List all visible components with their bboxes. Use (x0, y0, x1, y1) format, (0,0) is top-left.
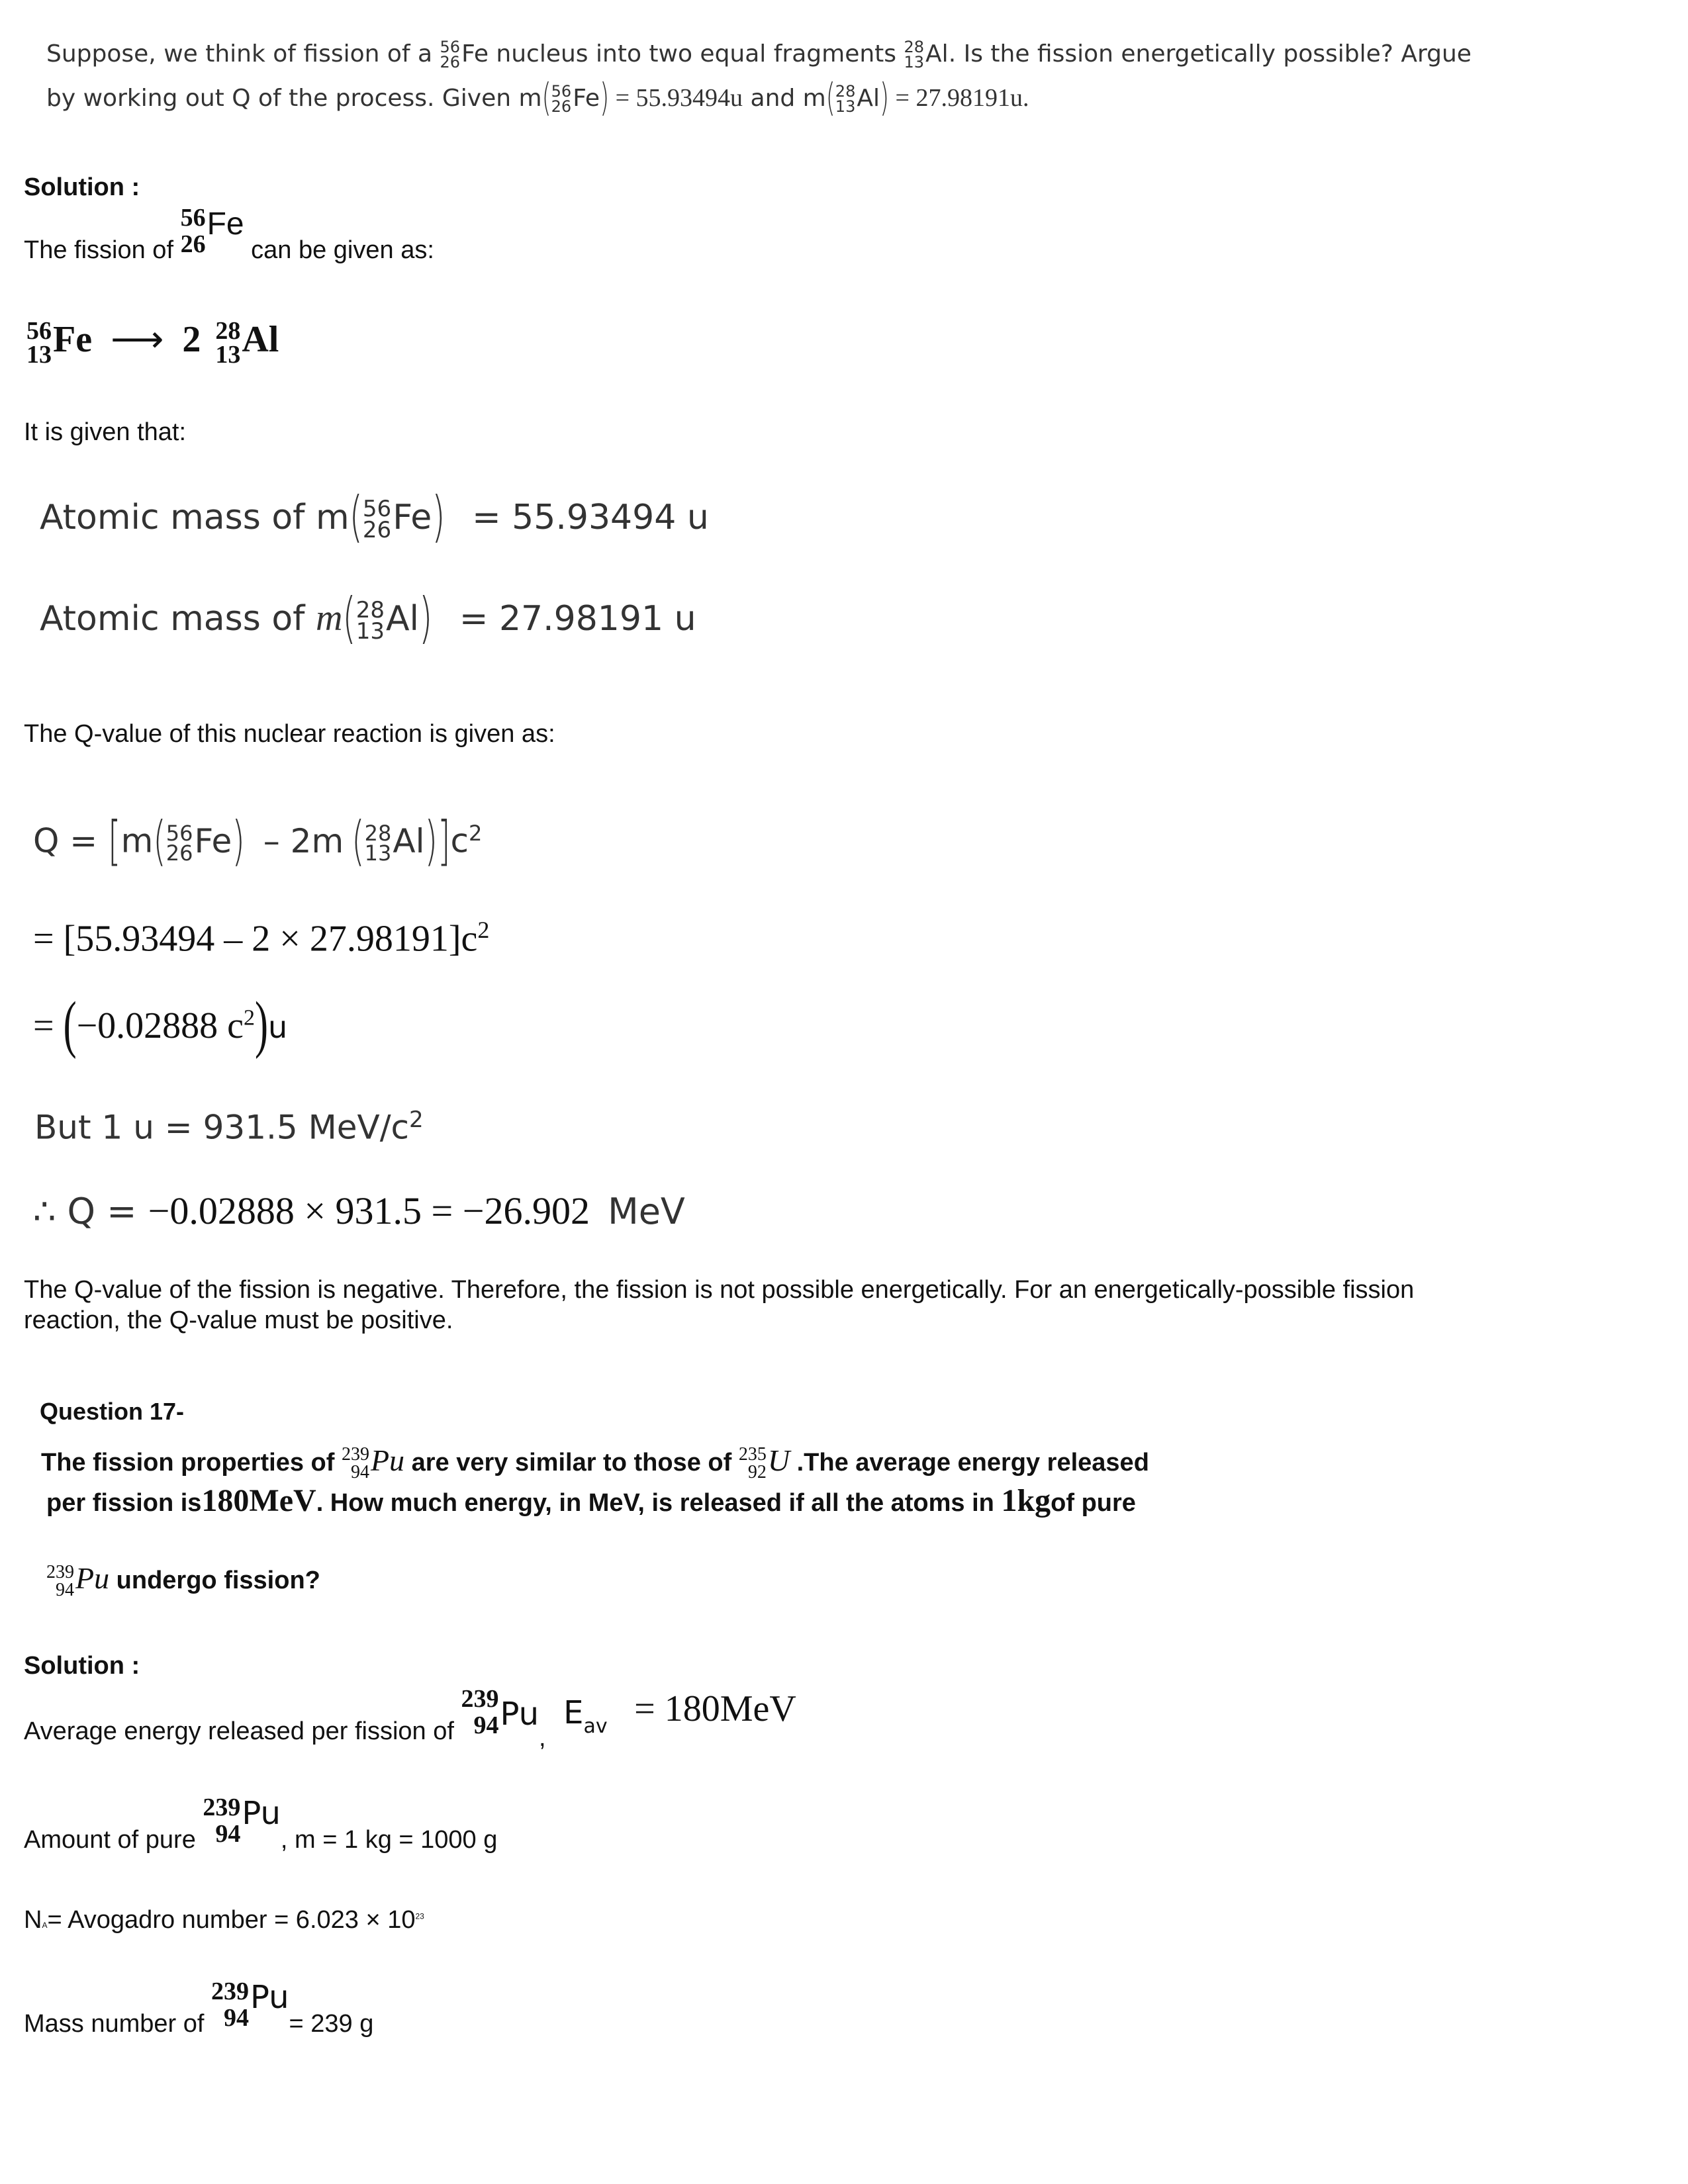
exponent: 2 (244, 1005, 256, 1030)
fe-isotope (166, 822, 232, 864)
question-title: Question 17- (40, 1398, 185, 1425)
eav-symbol: E (563, 1694, 584, 1731)
fe-isotope (551, 84, 600, 114)
fe-mass-value: = 55.93494u (609, 84, 743, 112)
mass-fe-row (40, 486, 709, 549)
question-text: are very similar to those of (404, 1449, 739, 1477)
conversion-line (34, 1107, 424, 1147)
paren: ) (232, 810, 245, 872)
unit: MeV (596, 1191, 685, 1232)
mass-number: 56 (440, 38, 461, 56)
pu-isotope (46, 1561, 109, 1600)
element-symbol: Pu (500, 1695, 539, 1733)
element-symbol: Fe (573, 85, 600, 112)
mass-number: 28 (835, 82, 856, 101)
mass-number: 239 (203, 1794, 241, 1822)
element-symbol: Fe (393, 498, 432, 537)
al-isotope (215, 318, 279, 367)
element-symbol: Al (242, 319, 279, 360)
atomic-number: 94 (350, 1461, 369, 1482)
paren: ) (424, 810, 438, 872)
q-equation-line-1 (33, 810, 483, 872)
paren: ) (879, 76, 890, 120)
element-symbol: Fe (194, 821, 232, 860)
fe-isotope (362, 495, 432, 543)
amount-text: Amount of pure (24, 1826, 203, 1854)
problem-text: . Is the fission energetically possible? Argue (948, 40, 1472, 68)
exponent: 2 (409, 1107, 424, 1133)
al-isotope (904, 40, 949, 70)
intro-text: The fission of (24, 236, 181, 264)
atomic-number: 26 (165, 841, 193, 866)
solution-heading: Solution : (24, 173, 140, 201)
q-symbol: Q = (33, 821, 109, 860)
atomic-number: 13 (26, 341, 52, 369)
avogadro-line (24, 1906, 424, 1934)
atomic-number: 94 (224, 2003, 249, 2032)
atomic-number: 13 (364, 841, 392, 866)
mass-number: 239 (461, 1685, 499, 1713)
energy-value: 180MeV (201, 1483, 316, 1518)
element-symbol: Al (385, 599, 420, 639)
element-symbol: Pu (75, 1561, 110, 1595)
paren: ( (153, 810, 166, 872)
paren: ) (600, 76, 610, 120)
q-expression: = [55.93494 – 2 × 27.98191]c (33, 918, 478, 960)
problem-text: Suppose, we think of fission of a (46, 40, 440, 68)
exponent: 2 (469, 821, 483, 846)
atomic-number: 26 (180, 230, 206, 258)
conclusion-line-1: The Q-value of the fission is negative. Therefore, the fission is not possible energetically. For an energetically-possible fission (24, 1276, 1415, 1304)
al-isotope (355, 596, 420, 645)
mass-number-value: = 239 g (289, 2010, 374, 2038)
mass-number: 239 (341, 1444, 369, 1465)
paren: ( (352, 810, 365, 872)
pu-isotope (203, 1795, 281, 1848)
atomic-number: 92 (747, 1461, 767, 1482)
q-intro: The Q-value of this nuclear reaction is given as: (24, 720, 555, 748)
paren: ( (342, 587, 356, 651)
paren: ) (255, 989, 268, 1060)
al-isotope (365, 822, 425, 864)
question-text: of pure (1051, 1489, 1136, 1517)
mass-number: 235 (738, 1444, 767, 1465)
mass-number: 56 (362, 495, 392, 522)
average-energy-line (24, 1686, 796, 1752)
conclusion-line-2: reaction, the Q-value must be positive. (24, 1306, 453, 1334)
mass-number: 28 (904, 38, 925, 56)
fission-reaction (26, 318, 279, 367)
eav-subscript: av (583, 1714, 608, 1738)
mass-number: 56 (180, 204, 206, 232)
u-isotope (739, 1443, 790, 1482)
atomic-number: 26 (362, 517, 392, 543)
na-symbol: N (24, 1906, 42, 1934)
q-equation-line-3 (33, 989, 288, 1060)
mass-symbol: m (120, 821, 154, 860)
mass-symbol: m (315, 598, 343, 639)
element-symbol: Al (857, 85, 880, 112)
atomic-number: 13 (835, 97, 856, 116)
problem-line-2 (46, 76, 1029, 120)
mass-number: 56 (165, 820, 193, 846)
average-energy-text: Average energy released per fission of (24, 1717, 461, 1745)
mass-number: 239 (46, 1562, 74, 1583)
paren: ) (432, 486, 445, 549)
problem-text: by working out Q of the process. Given m (46, 85, 542, 112)
element-symbol: Fe (461, 40, 489, 68)
mass-number: 56 (26, 317, 52, 345)
atomic-number: 13 (904, 52, 925, 71)
q-final (33, 1189, 685, 1233)
mass-number: 56 (551, 82, 572, 101)
element-symbol: Pu (370, 1443, 405, 1477)
question-text: .The average energy released (790, 1449, 1149, 1477)
amount-line (24, 1795, 497, 1854)
element-symbol: Al (925, 40, 949, 68)
mass-number-line (24, 1979, 373, 2038)
question-line-3 (46, 1561, 320, 1600)
atomic-number: 94 (56, 1579, 74, 1600)
mass-value: = 27.98191 u (459, 599, 696, 639)
mass-number-text: Mass number of (24, 2010, 211, 2038)
element-symbol: Fe (53, 319, 93, 360)
pu-isotope (461, 1686, 539, 1739)
atomic-number: 13 (355, 618, 385, 645)
mass-number: 28 (215, 317, 241, 345)
mass-number: 239 (211, 1978, 249, 2006)
bracket: [ (108, 810, 121, 872)
exponent: 2 (477, 917, 490, 943)
mass-value: 1kg (1001, 1483, 1051, 1518)
therefore-q: ∴ Q = (33, 1191, 148, 1232)
mass-label: Atomic mass of m (40, 498, 350, 537)
problem-text: nucleus into two equal fragments (488, 40, 904, 68)
problem-text: and m (743, 85, 826, 112)
arrow: ⟶ (111, 319, 164, 360)
given-intro: It is given that: (24, 418, 187, 446)
element-symbol: Pu (242, 1795, 281, 1832)
atomic-number: 26 (440, 52, 461, 71)
question-text: . How much energy, in MeV, is released if all the atoms in (316, 1489, 1002, 1517)
avogadro-value: = Avogadro number = 6.023 × 10 (47, 1906, 416, 1934)
conclusion-text (24, 1275, 1414, 1336)
q-value-u: −0.02888 c (76, 1005, 244, 1046)
solution-heading: Solution : (24, 1652, 140, 1680)
element-symbol: U (767, 1443, 790, 1477)
element-symbol: Pu (250, 1979, 289, 2016)
paren: ( (63, 989, 77, 1060)
question-text: undergo fission? (109, 1567, 320, 1594)
comma: , (539, 1723, 546, 1752)
coefficient: 2 (182, 319, 201, 360)
paren: ( (541, 76, 551, 120)
atomic-number: 26 (551, 97, 572, 116)
question-text: The fission properties of (41, 1449, 342, 1477)
question-line-1 (41, 1443, 1149, 1482)
fe-isotope (181, 205, 244, 258)
question-text: per fission is (46, 1489, 202, 1517)
question-line-2 (46, 1482, 1136, 1519)
exponent: 23 (415, 1911, 424, 1921)
atomic-number: 94 (215, 1819, 241, 1848)
pu-isotope (211, 1979, 289, 2032)
equals: = (33, 1005, 64, 1046)
atomic-number: 13 (215, 341, 241, 369)
minus-term: – 2m (263, 821, 344, 860)
atomic-number: 94 (473, 1711, 499, 1739)
eav-value: = 180MeV (634, 1688, 796, 1729)
mass-number: 28 (355, 596, 385, 623)
bracket: ] (438, 810, 451, 872)
paren: ( (825, 76, 835, 120)
problem-line-1 (46, 40, 1472, 70)
na-subscript: A (42, 1921, 48, 1930)
paren: ( (349, 486, 363, 549)
mass-al-row (40, 587, 696, 651)
unit: u (268, 1009, 288, 1045)
element-symbol: Al (393, 821, 425, 860)
al-isotope (835, 84, 880, 114)
paren: ) (419, 587, 433, 651)
fe-isotope (26, 318, 92, 367)
element-symbol: Fe (207, 206, 244, 242)
fe-isotope (440, 40, 489, 70)
pu-isotope (342, 1443, 404, 1482)
fission-intro (24, 205, 434, 265)
mass-label: Atomic mass of (40, 599, 316, 639)
c-symbol: c (450, 821, 469, 860)
amount-value: , m = 1 kg = 1000 g (280, 1826, 498, 1854)
conversion-text: But 1 u = 931.5 MeV/c (34, 1108, 410, 1147)
q-final-value: −0.02888 × 931.5 = −26.902 (148, 1189, 590, 1232)
intro-text: can be given as: (244, 236, 434, 264)
mass-value: = 55.93494 u (472, 498, 709, 537)
mass-number: 28 (364, 820, 392, 846)
al-mass-value: = 27.98191u. (889, 84, 1029, 112)
q-equation-line-2 (33, 916, 489, 960)
